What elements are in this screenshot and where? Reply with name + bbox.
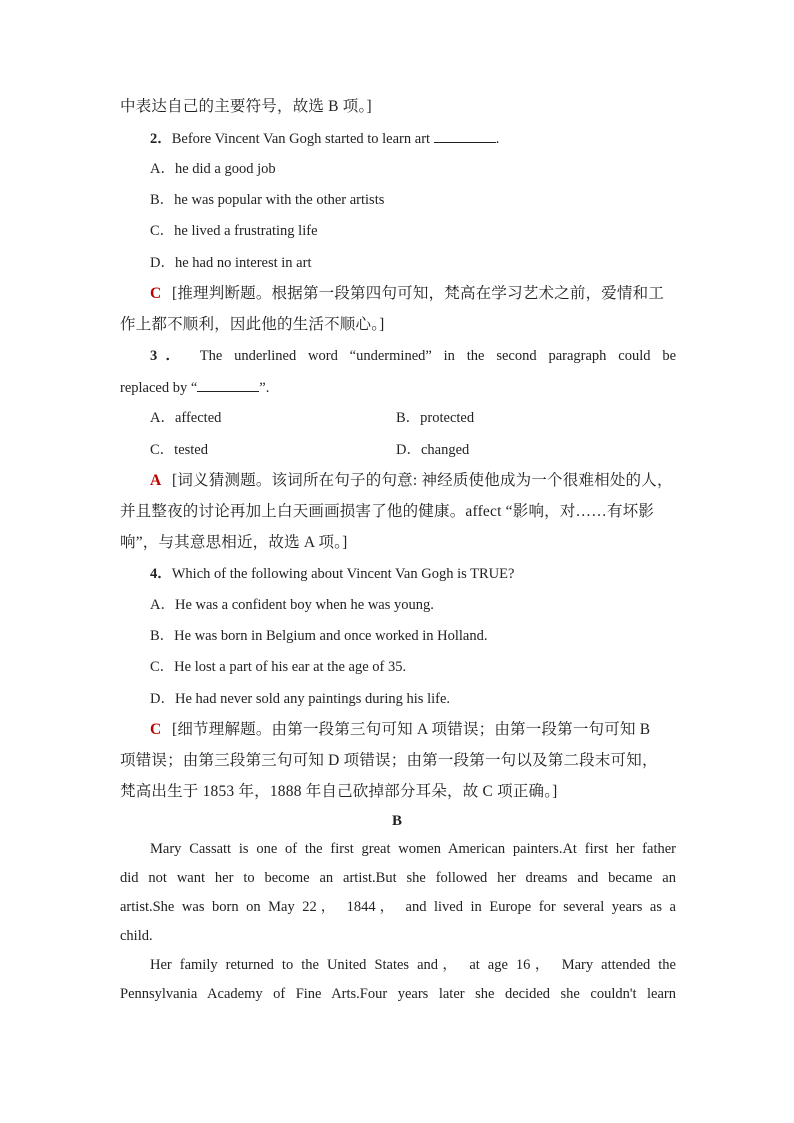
option-b: B．protected [396,410,475,426]
option-d: D．He had never sold any paintings during his life. [150,691,451,707]
explanation [150,471,676,491]
explanation-line: 中表达自己的主要符号，故选 B 项。] [120,98,372,115]
answer-key: C [150,721,162,738]
section-heading: B [391,813,402,829]
question-number: 3． [150,348,189,364]
answer-key: C [150,285,162,302]
question-text: Which of the following about Vincent Van Gogh is TRUE? [171,566,515,582]
passage-line: did not want her to become an artist.But she followed her dreams and became an [120,870,676,886]
question-end: ”. [259,380,270,396]
explanation-line: 项错误；由第三段第三句可知 D 项错误；由第一段第一句以及第二段末可知， [120,752,658,769]
explanation [150,284,676,304]
question-end: . [495,131,500,147]
option-c: C．he lived a frustrating life [150,223,318,239]
question-number: 4． [150,566,172,582]
explanation [150,720,676,740]
question-3-continued [120,377,676,398]
option-a: A．he did a good job [150,161,276,177]
option-row [150,440,676,460]
question-text: The underlined word “undermined” in the second paragraph could be [199,348,677,364]
option-c: C．tested [150,442,208,458]
option-b: B．He was born in Belgium and once worked in Holland. [150,628,488,644]
explanation-line: 并且整夜的讨论再加上白天画画损害了他的健康。affect “影响，对……有坏影 [120,503,655,520]
explanation-line: 响”，与其意思相近，故选 A 项。] [120,534,348,551]
answer-key: A [150,472,162,489]
explanation-line: 梵高出生于 1853 年，1888 年自己砍掉部分耳朵，故 C 项正确。] [120,783,558,800]
passage-line: child. [120,928,153,944]
option-b: B．he was popular with the other artists [150,192,385,208]
question-text: Before Vincent Van Gogh started to learn art [171,131,431,147]
passage-line: Pennsylvania Academy of Fine Arts.Four years later she decided she couldn't learn [120,986,676,1002]
explanation-line: 作上都不顺利，因此他的生活不顺心。] [120,316,385,333]
passage-line: artist.She was born on May 22， 1844， and lived in Europe for several years as a [120,899,676,915]
question-4 [150,564,676,584]
question-3 [150,346,676,366]
option-row [150,408,676,428]
question-number: 2． [150,131,172,147]
explanation-text: [推理判断题。根据第一段第四句可知，梵高在学习艺术之前，爱情和工 [172,285,665,302]
passage-line: Her family returned to the United States and， at age 16， Mary attended the [150,957,676,973]
explanation-text: [细节理解题。由第一段第三句可知 A 项错误；由第一段第一句可知 B [172,721,651,738]
passage-line: Mary Cassatt is one of the first great women American painters.At first her father [150,841,676,857]
answer-blank [434,128,496,143]
option-a: A．He was a confident boy when he was young. [150,597,434,613]
explanation-text: [词义猜测题。该词所在句子的句意: 神经质使他成为一个很难相处的人， [172,472,673,489]
option-d: D．changed [396,442,470,458]
option-c: C．He lost a part of his ear at the age of 35. [150,659,407,675]
option-d: D．he had no interest in art [150,255,312,271]
question-text: replaced by “ [120,380,198,396]
answer-blank [197,377,259,392]
question-2 [150,128,676,149]
option-a: A．affected [150,410,222,426]
